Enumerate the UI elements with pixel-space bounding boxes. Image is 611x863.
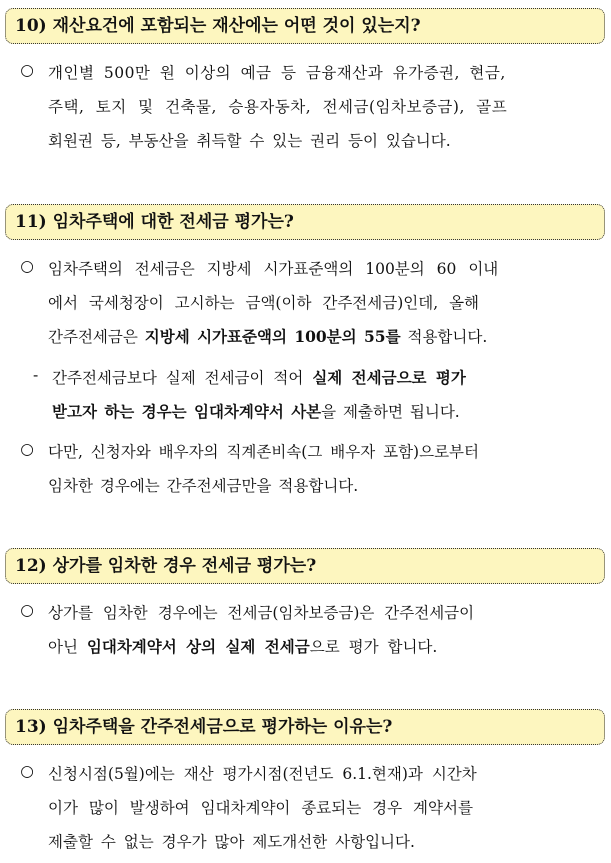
bullet-marker: ○: [20, 440, 34, 458]
text-segment: 을 제출하면 됩니다.: [321, 403, 460, 421]
text-line: 에서 국세청장이 고시하는 금액(이하 간주전세금)인데, 올해: [48, 294, 480, 312]
text-segment: 간주전세금은: [48, 328, 145, 346]
section-12-title: 12) 상가를 임차한 경우 전세금 평가는?: [5, 548, 605, 584]
bullet-marker: ○: [20, 762, 34, 780]
section-11-title: 11) 임차주택에 대한 전세금 평가는?: [5, 204, 605, 240]
text-line: 임차주택의 전세금은 지방세 시가표준액의 100분의 60 이내: [48, 260, 499, 278]
text-line: [52, 400, 608, 422]
text-line: 회원권 등, 부동산을 취득할 수 있는 권리 등이 있습니다.: [48, 132, 451, 150]
text-line: 주택, 토지 및 건축물, 승용자동차, 전세금(임차보증금), 골프: [48, 98, 508, 116]
text-line: 제출할 수 없는 경우가 많아 제도개선한 사항입니다.: [48, 833, 415, 851]
emphasis-text: 실제 전세금으로 평가: [312, 368, 466, 387]
text-line: 상가를 임차한 경우에는 전세금(임차보증금)은 간주전세금이: [48, 604, 475, 622]
text-line: [52, 366, 608, 388]
emphasis-text: 임대차계약서 상의 실제 전세금: [86, 637, 310, 656]
text-line: [48, 325, 608, 347]
bullet-marker: ○: [20, 601, 34, 619]
bullet-marker: ○: [20, 61, 34, 79]
text-segment: 적용합니다.: [400, 328, 488, 346]
text-line: 다만, 신청자와 배우자의 직계존비속(그 배우자 포함)으로부터: [48, 443, 479, 461]
emphasis-text: 받고자 하는 경우는 임대차계약서 사본: [52, 402, 322, 421]
text-line: 신청시점(5월)에는 재산 평가시점(전년도 6.1.현재)과 시간차: [48, 765, 477, 783]
text-segment: 아닌: [48, 638, 87, 656]
section-13-title: 13) 임차주택을 간주전세금으로 평가하는 이유는?: [5, 709, 605, 745]
emphasis-text: 지방세 시가표준액의 100분의 55를: [144, 327, 401, 346]
text-line: 이가 많이 발생하여 임대차계약이 종료되는 경우 계약서를: [48, 799, 473, 817]
text-line: 개인별 500만 원 이상의 예금 등 금융재산과 유가증권, 현금,: [48, 64, 506, 82]
bullet-marker: ○: [20, 257, 34, 275]
text-line: 임차한 경우에는 간주전세금만을 적용합니다.: [48, 477, 359, 495]
section-10-title: 10) 재산요건에 포함되는 재산에는 어떤 것이 있는지?: [5, 8, 605, 44]
text-line: [48, 635, 608, 657]
text-segment: 간주전세금보다 실제 전세금이 적어: [52, 369, 313, 387]
dash-marker: -: [33, 366, 39, 384]
text-segment: 으로 평가 합니다.: [309, 638, 438, 656]
